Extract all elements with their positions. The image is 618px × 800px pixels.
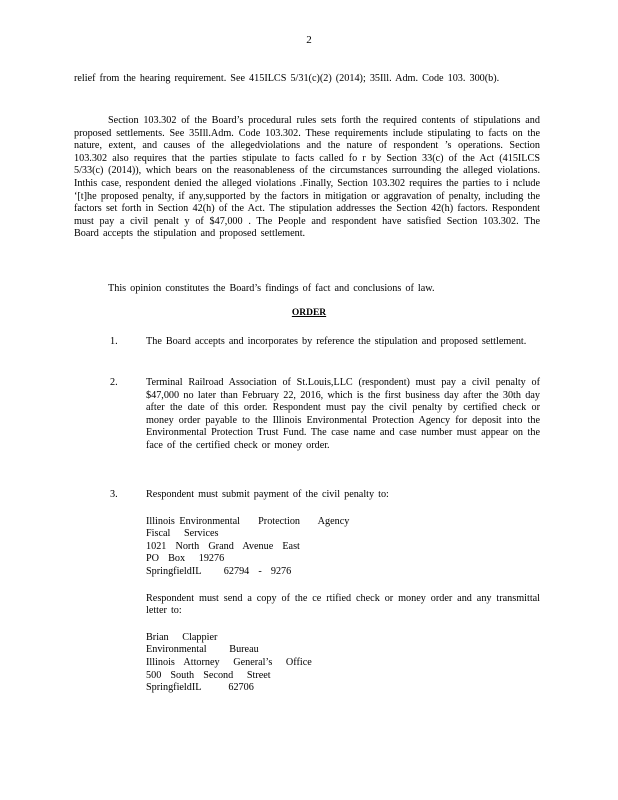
order-item-text: The Board accepts and incorporates by reference the stipulation and proposed settlement. [146,336,527,347]
paragraph-findings: This opinion constitutes the Board’s findings of fact and conclusions of law. [108,283,435,294]
copy-instruction: Respondent must send a copy of the ce rtified check or money order and any transmittal letter to: [146,592,540,617]
order-heading: ORDER [291,308,327,318]
order-item-number: 1. [110,336,118,347]
order-item-number: 3. [110,489,118,500]
order-item-text: Respondent must submit payment of the civil penalty to: [146,489,389,500]
copy-address-block [146,632,540,695]
paragraph-section-103-302: Section 103.302 of the Board’s procedural rules sets forth the required contents of stipulations and proposed settlements. See 35Ill.Adm. Code 103.302. These requirements include stipulating to facts on the nature, extent, and causes of the allegedviolations and the nature of respondent ’s operations. Section 103.302 also requires that the parties stipulate to facts called fo r by Section 33(c) of the Act (415ILCS 5/33(c) (2014)), which bears on the reasonableness of the circumstances surrounding the alleged violations. Inthis case, respondent denied the alleged violations .Finally, Section 103.302 requires the parties to i nclude ‘[t]he proposed penalty, if any,supported by the factors in mitigation or aggravation of penalty, including the factors set forth in Section 42(h) of the Act. The stipulation addresses the Section 42(h) factors. Respondent must pay a civil penalt y of $47,000 . The People and respondent have satisfied Section 103.302. The Board accepts the stipulation and proposed settlement. [74,115,540,240]
order-item-number: 2. [110,377,118,388]
address-line: Fiscal Services [146,528,219,540]
order-item-text: Terminal Railroad Association of St.Louis,LLC (respondent) must pay a civil penalty of $47,000 no later than February 22, 2016, which is the first business day after the 30th day after the date of this order. Respondent must pay the civil penalty by certified check or money order payable to the Illinois Environmental Protection Agency for deposit into the Environmental Protection Trust Fund. The case name and case number must appear on the face of the certified check or money order. [146,377,540,451]
page-number: 2 [306,34,312,46]
address-line: SpringfieldIL 62706 [146,682,254,694]
order-item-3 [110,489,540,695]
payment-address-block [146,516,540,579]
address-line: Illinois Attorney General’s Office [146,656,312,668]
address-line: Illinois Environmental Protection Agency [146,515,350,527]
address-line: SpringfieldIL 62794 - 9276 [146,565,292,577]
address-line: 500 South Second Street [146,669,271,681]
order-item-2 [110,377,540,453]
address-line: Brian Clappier [146,631,218,643]
paragraph-relief: relief from the hearing requirement. See 415ILCS 5/31(c)(2) (2014); 35Ill. Adm. Code 103. 300(b). [74,73,500,84]
address-line: 1021 North Grand Avenue East [146,540,300,552]
order-item-1 [110,336,540,349]
address-line: PO Box 19276 [146,553,225,565]
address-line: Environmental Bureau [146,644,259,656]
